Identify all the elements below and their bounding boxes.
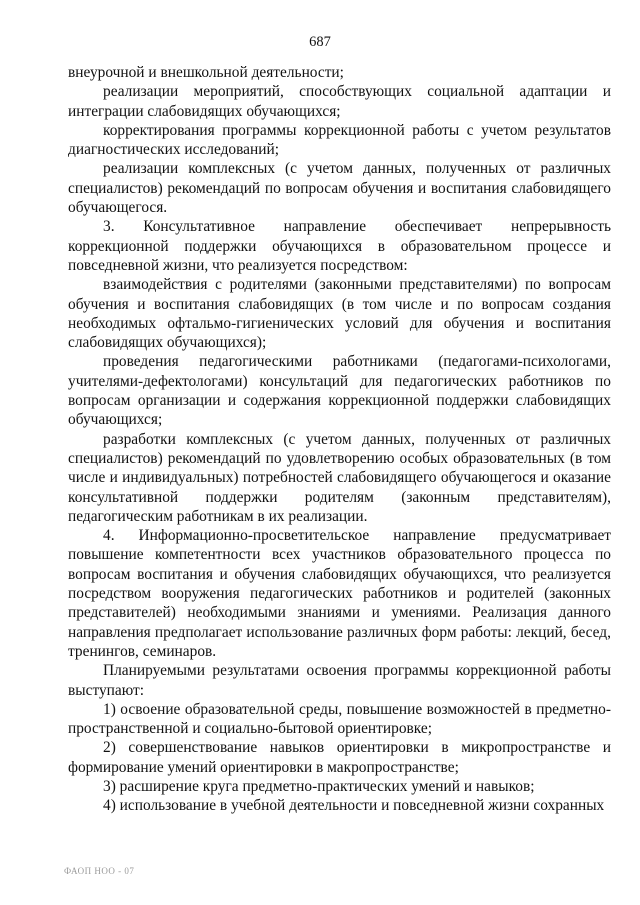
page-number: 687 <box>309 34 331 50</box>
list-item: 2) совершенствование навыков ориентировки в микропространстве и формирование умений ориентировки в макропространстве; <box>68 739 611 776</box>
paragraph: взаимодействия с родителями (законными представителями) по вопросам обучения и воспитания слабовидящих (в том числе и по вопросам создания необходимых офтальмо-гигиенических условий для обучения и воспитания слабовидящих обучающихся); <box>68 276 611 352</box>
list-item: 1) освоение образовательной среды, повышение возможностей в предметно-пространственной и социально-бытовой ориентировке; <box>68 700 611 738</box>
list-item: 3) расширение круга предметно-практических умений и навыков; <box>103 777 535 795</box>
paragraph: проведения педагогическими работниками (педагогами-психологами, учителями-дефектологами) консультаций для педагогических работников по вопросам организации и содержания коррекционной поддержки слабовидящих обучающихся; <box>68 353 611 429</box>
document-footer-code: ФАОП НОО - 07 <box>64 866 135 876</box>
paragraph: реализации комплексных (с учетом данных, полученных от различных специалистов) рекомендаций по вопросам обучения и воспитания слабовидящего обучающегося. <box>68 160 611 217</box>
paragraph: реализации мероприятий, способствующих социальной адаптации и интеграции слабовидящих обучающихся; <box>68 83 611 120</box>
paragraph: Планируемыми результатами освоения программы коррекционной работы выступают: <box>68 662 611 699</box>
paragraph: внеурочной и внешкольной деятельности; <box>68 64 344 81</box>
paragraph: 4. Информационно-просветительское направление предусматривает повышение компетентности всех участников образовательного процесса по вопросам воспитания и обучения слабовидящих обучающихся, что реализуется посредством вооружения педагогических работников и родителей (законных представителей) необходимыми знаниями и умениями. Реализация данного направления предполагает использование различных форм работы: лекций, бесед, тренингов, семинаров. <box>68 527 611 660</box>
list-item: 4) использование в учебной деятельности и повседневной жизни сохранных <box>103 797 605 815</box>
paragraph: разработки комплексных (с учетом данных, полученных от различных специалистов) рекомендаций по удовлетворению особых образовательных (в том числе и индивидуальных) потребностей слабовидящего обучающегося и оказание консультативной поддержки родителям (законным представителям), педагогическим работникам в их реализации. <box>68 430 611 525</box>
paragraph: 3. Консультативное направление обеспечивает непрерывность коррекционной поддержки обучающихся в образовательном процессе и повседневной жизни, что реализуется посредством: <box>68 218 611 274</box>
document-body <box>68 63 611 816</box>
paragraph: корректирования программы коррекционной работы с учетом результатов диагностических исследований; <box>68 121 611 159</box>
